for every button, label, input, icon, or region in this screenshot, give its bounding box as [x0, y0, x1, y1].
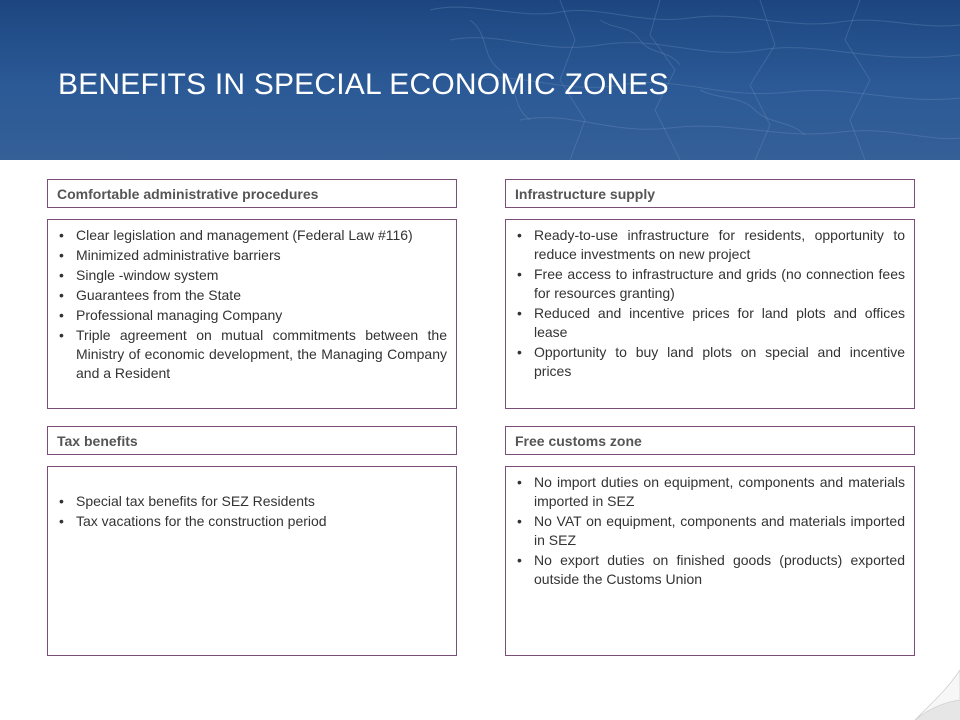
- list-item-text: Tax vacations for the construction period: [76, 513, 327, 529]
- bullet-icon: •: [59, 307, 64, 323]
- list-item: [57, 286, 447, 305]
- list-item-text: No import duties on equipment, components and materials imported in SEZ: [534, 474, 905, 509]
- bullet-icon: •: [59, 493, 64, 509]
- customs-section-box: [505, 466, 915, 656]
- bullet-icon: •: [517, 344, 522, 360]
- list-item: [57, 492, 447, 511]
- bullet-icon: •: [59, 227, 64, 243]
- list-item-text: Minimized administrative barriers: [76, 247, 281, 263]
- list-item: [57, 512, 447, 531]
- customs-section-header: Free customs zone: [505, 426, 915, 455]
- bullet-icon: •: [517, 227, 522, 243]
- list-item-text: No export duties on finished goods (products) exported outside the Customs Union: [534, 552, 905, 587]
- tax-benefits-list: [57, 492, 447, 531]
- list-item-text: Free access to infrastructure and grids (no connection fees for resources granting): [534, 266, 905, 301]
- list-item-text: Opportunity to buy land plots on special and incentive prices: [534, 344, 905, 379]
- bullet-icon: •: [517, 513, 522, 529]
- list-item-text: Triple agreement on mutual commitments between the Ministry of economic development, the Managing Company and a Resident: [76, 327, 447, 381]
- list-item-text: Ready-to-use infrastructure for residents, opportunity to reduce investments on new project: [534, 227, 905, 262]
- list-item-text: Professional managing Company: [76, 307, 283, 323]
- slide-title: BENEFITS IN SPECIAL ECONOMIC ZONES: [58, 68, 669, 101]
- list-item-text: Special tax benefits for SEZ Residents: [76, 493, 315, 509]
- infra-section-box: [505, 219, 915, 409]
- list-item: [515, 265, 905, 303]
- list-item-text: Guarantees from the State: [76, 287, 241, 303]
- admin-section-header: Comfortable administrative procedures: [47, 179, 457, 208]
- list-item-text: Reduced and incentive prices for land plots and offices lease: [534, 305, 905, 340]
- infra-benefits-list: [515, 226, 905, 381]
- infra-section-header: Infrastructure supply: [505, 179, 915, 208]
- bullet-icon: •: [517, 552, 522, 568]
- list-item: [57, 266, 447, 285]
- list-item: [515, 512, 905, 550]
- admin-benefits-list: [57, 226, 447, 383]
- list-item: [57, 306, 447, 325]
- bullet-icon: •: [59, 267, 64, 283]
- tax-section-box: [47, 466, 457, 656]
- list-item: [57, 326, 447, 383]
- list-item: [515, 304, 905, 342]
- title-banner: [0, 0, 960, 160]
- admin-section-box: [47, 219, 457, 409]
- list-item-text: Clear legislation and management (Federal Law #116): [76, 227, 413, 243]
- tax-section-header: Tax benefits: [47, 426, 457, 455]
- list-item-text: No VAT on equipment, components and materials imported in SEZ: [534, 513, 905, 548]
- list-item: [515, 473, 905, 511]
- page-curl-icon: [900, 660, 960, 720]
- customs-benefits-list: [515, 473, 905, 589]
- list-item: [57, 226, 447, 245]
- bullet-icon: •: [59, 247, 64, 263]
- bullet-icon: •: [59, 513, 64, 529]
- bullet-icon: •: [517, 474, 522, 490]
- list-item: [515, 551, 905, 589]
- bullet-icon: •: [59, 287, 64, 303]
- list-item-text: Single -window system: [76, 267, 219, 283]
- list-item: [515, 343, 905, 381]
- list-item: [515, 226, 905, 264]
- bullet-icon: •: [517, 305, 522, 321]
- bullet-icon: •: [59, 327, 64, 343]
- list-item: [57, 246, 447, 265]
- bullet-icon: •: [517, 266, 522, 282]
